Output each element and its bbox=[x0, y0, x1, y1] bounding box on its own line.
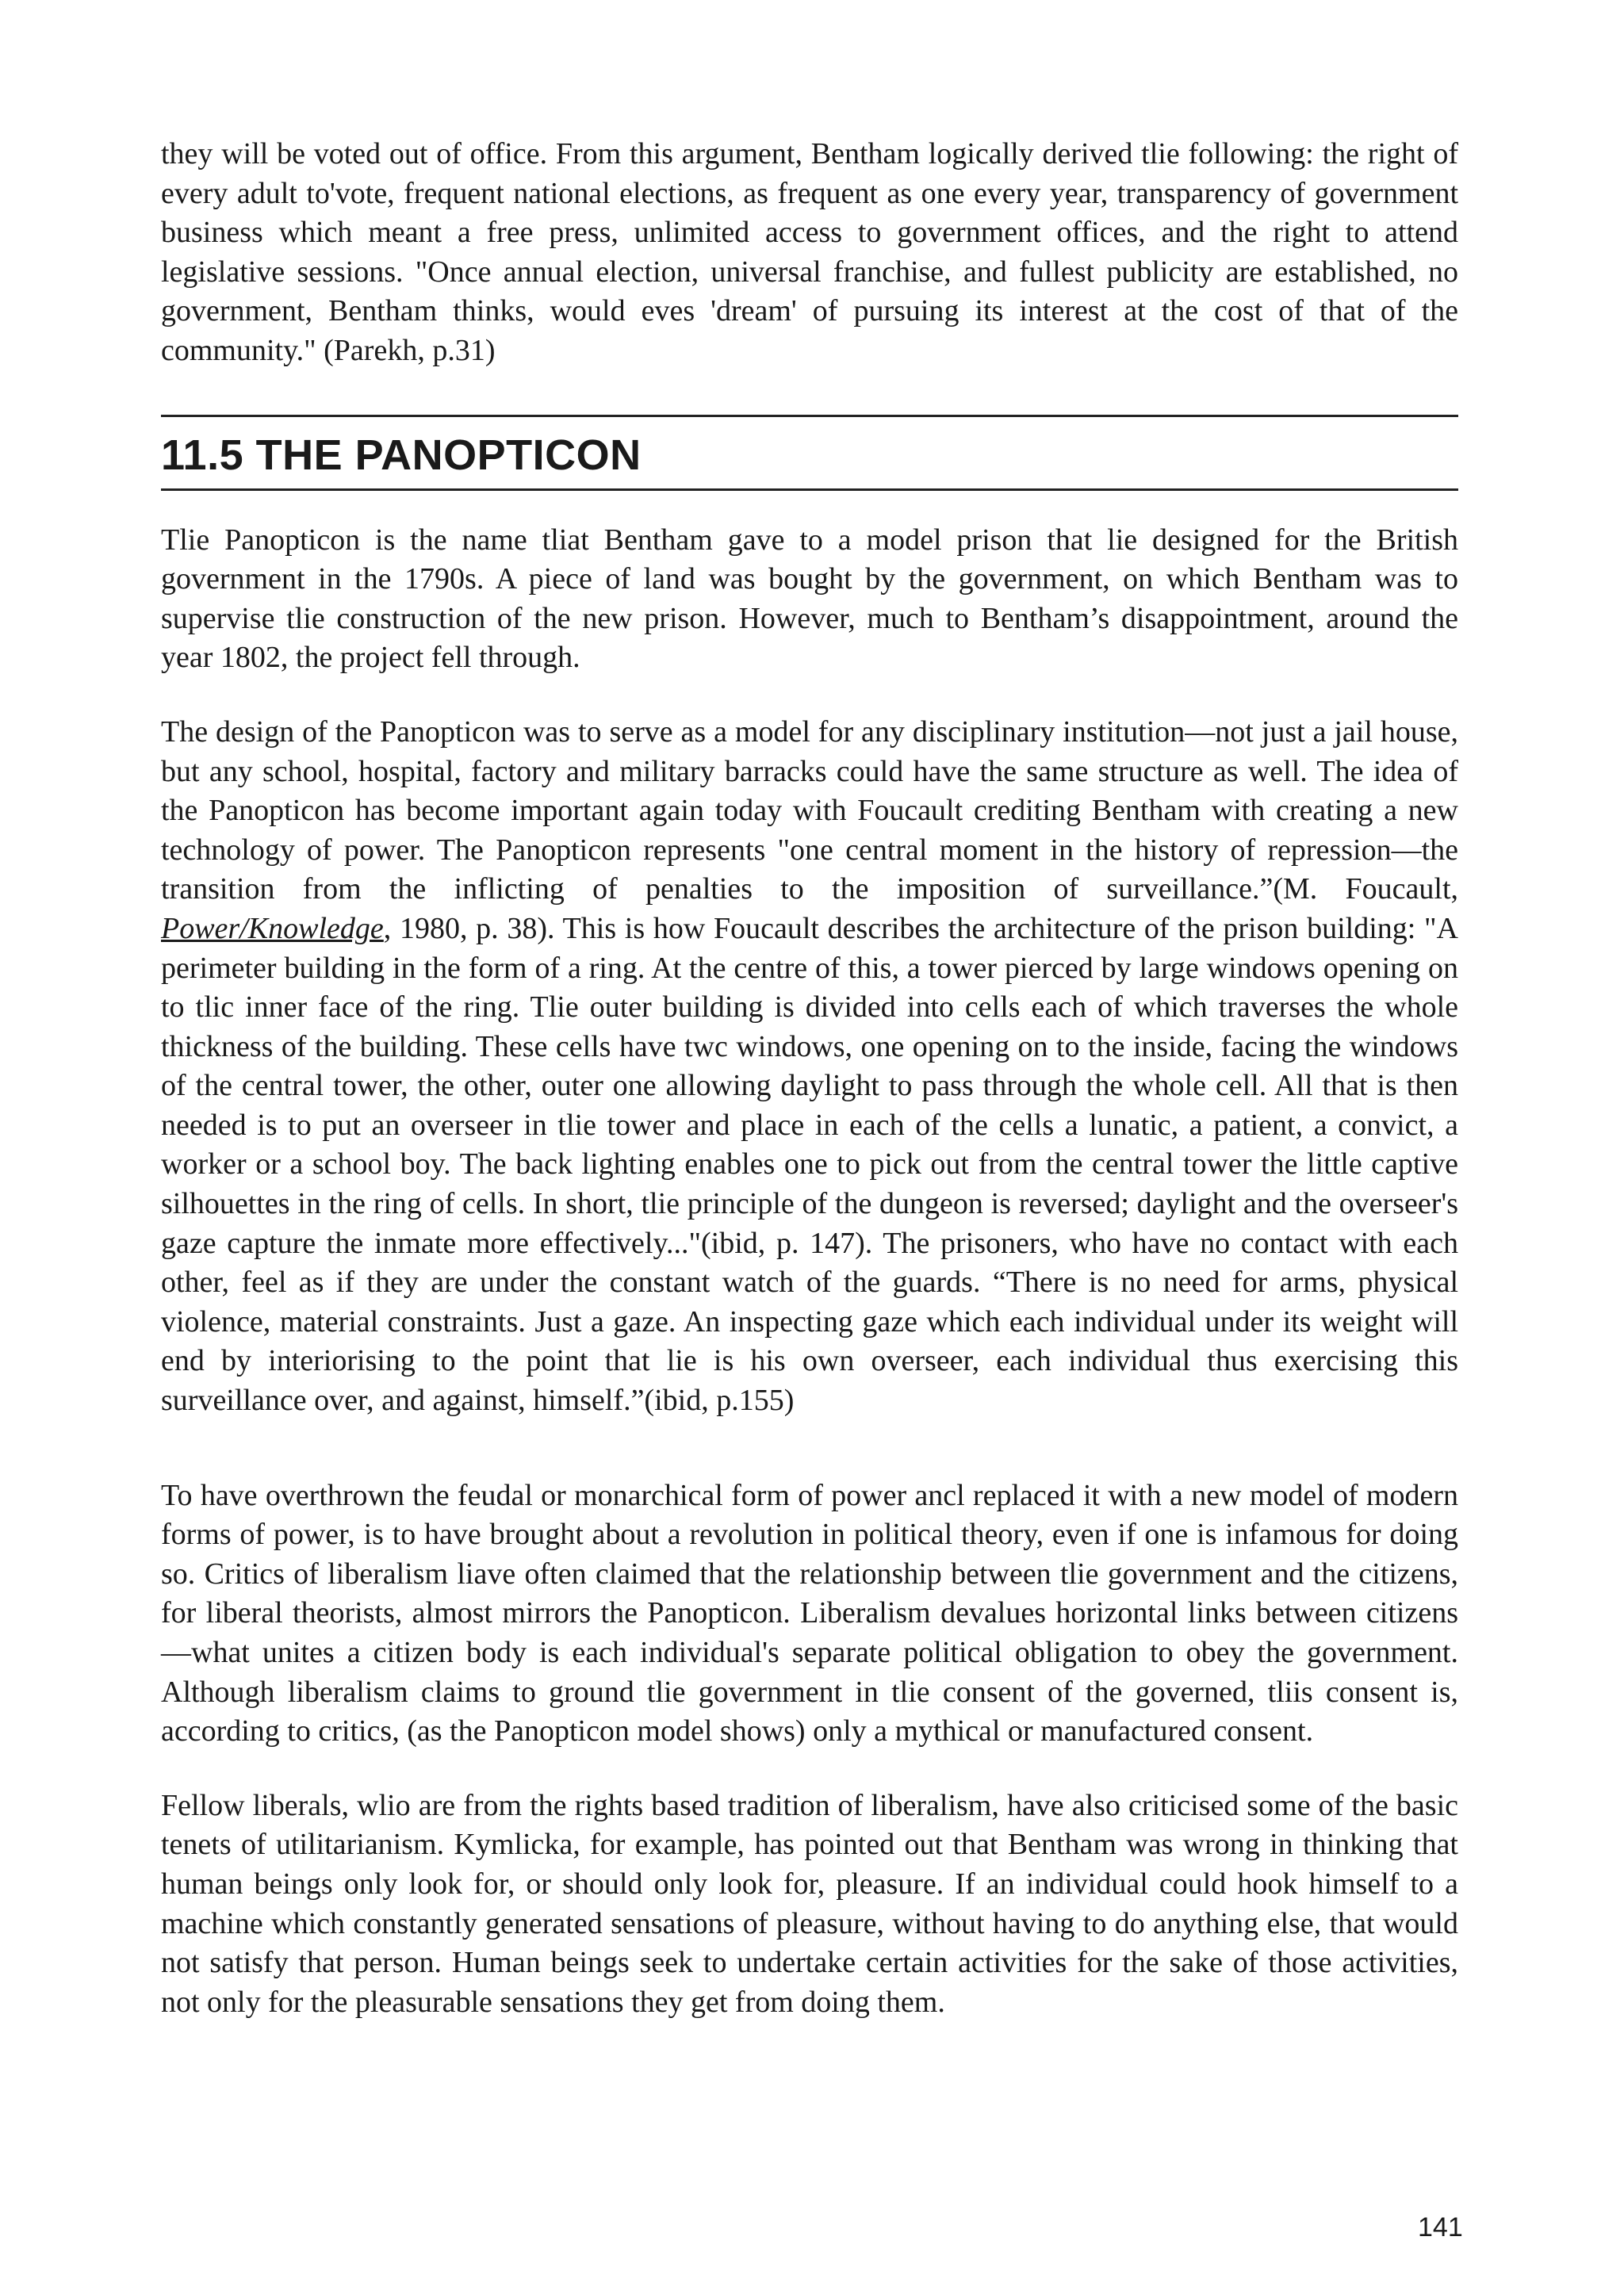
paragraph-panopticon-design bbox=[161, 713, 1458, 1421]
page-number: 141 bbox=[1418, 2212, 1463, 2242]
paragraph-kymlicka: Fellow liberals, wlio are from the rights based tradition of liberalism, have also criticised some of the basic tenets of utilitarianism. Kymlicka, for example, has pointed out that Bentham was wrong in thinking that human beings only look for, or should only look for, pleasure. If an individual could hook himself to a machine which constantly generated sensations of pleasure, without having to do anything else, that would not satisfy that person. Human beings seek to undertake certain activities for the sake of those activities, not only for the pleasurable sensations they get from doing them. bbox=[161, 1788, 1458, 2019]
page-body bbox=[161, 135, 1458, 2022]
section-title: 11.5 THE PANOPTICON bbox=[161, 431, 642, 479]
paragraph-liberalism-critique: To have overthrown the feudal or monarchical form of power ancl replaced it with a new model of modern forms of power, is to have brought about a revolution in political theory, even if one is infamous for doing so. Critics of liberalism liave often claimed that the relationship between tlie government and the citizens, for liberal theorists, almost mirrors the Panopticon. Liberalism devalues horizontal links between citizens—what unites a citizen body is each individual's separate political obligation to obey the government. Although liberalism claims to ground tlie government in tlie consent of the governed, tliis consent is, according to critics, (as the Panopticon model shows) only a mythical or manufactured consent. bbox=[161, 1478, 1458, 1748]
paragraph-text: The design of the Panopticon was to serve as a model for any disciplinary institution—not just a jail house, but any school, hospital, factory and military barracks could have the same structure as well. The idea of the Panopticon has become important again today with Foucault crediting Bentham with creating a new technology of power. The Panopticon represents "one central moment in the history of repression—the transition from the inflicting of penalties to the imposition of surveillance.”(M. Foucault, bbox=[161, 714, 1458, 906]
book-title: Power/Knowledge bbox=[161, 911, 384, 945]
paragraph-bentham-reforms: they will be voted out of office. From this argument, Bentham logically derived tlie following: the right of every adult to'vote, frequent national elections, as frequent as one every year, transparency of government business which meant a free press, unlimited access to government offices, and the right to attend legislative sessions. "Once annual election, universal franchise, and fullest publicity are established, no government, Bentham thinks, would eves 'dream' of pursuing its interest at the cost of that of the community." (Parekh, p.31) bbox=[161, 137, 1458, 367]
paragraph-panopticon-intro: Tlie Panopticon is the name tliat Bentham gave to a model prison that lie designed for the British government in the 1790s. A piece of land was bought by the government, on which Bentham was to supervise tlie construction of the new prison. However, much to Bentham’s disappointment, around the year 1802, the project fell through. bbox=[161, 523, 1458, 675]
paragraph-text: , 1980, p. 38). This is how Foucault describes the architecture of the prison building: "A perimeter building in the form of a ring. At the centre of this, a tower pierced by large windows opening on to tlic inner face of the ring. Tlie outer building is divided into cells each of which traverses the whole thickness of the building. These cells have twc windows, one opening on to the inside, facing the windows of the central tower, the other, outer one allowing daylight to pass through the whole cell. All that is then needed is to put an overseer in tlie tower and place in each of the cells a lunatic, a patient, a convict, a worker or a school boy. The back lighting enables one to pick out from the central tower the little captive silhouettes in the ring of cells. In short, tlie principle of the dungeon is reversed; daylight and the overseer's gaze capture the inmate more effectively..."(ibid, p. 147). The prisoners, who have no contact with each other, feel as if they are under the constant watch of the guards. “There is no need for arms, physical violence, material constraints. Just a gaze. An inspecting gaze which each individual under its weight will end by interiorising to the point that lie is his own overseer, each individual thus exercising this surveillance over, and against, himself.”(ibid, p.155) bbox=[161, 911, 1458, 1418]
section-header bbox=[161, 415, 1458, 491]
